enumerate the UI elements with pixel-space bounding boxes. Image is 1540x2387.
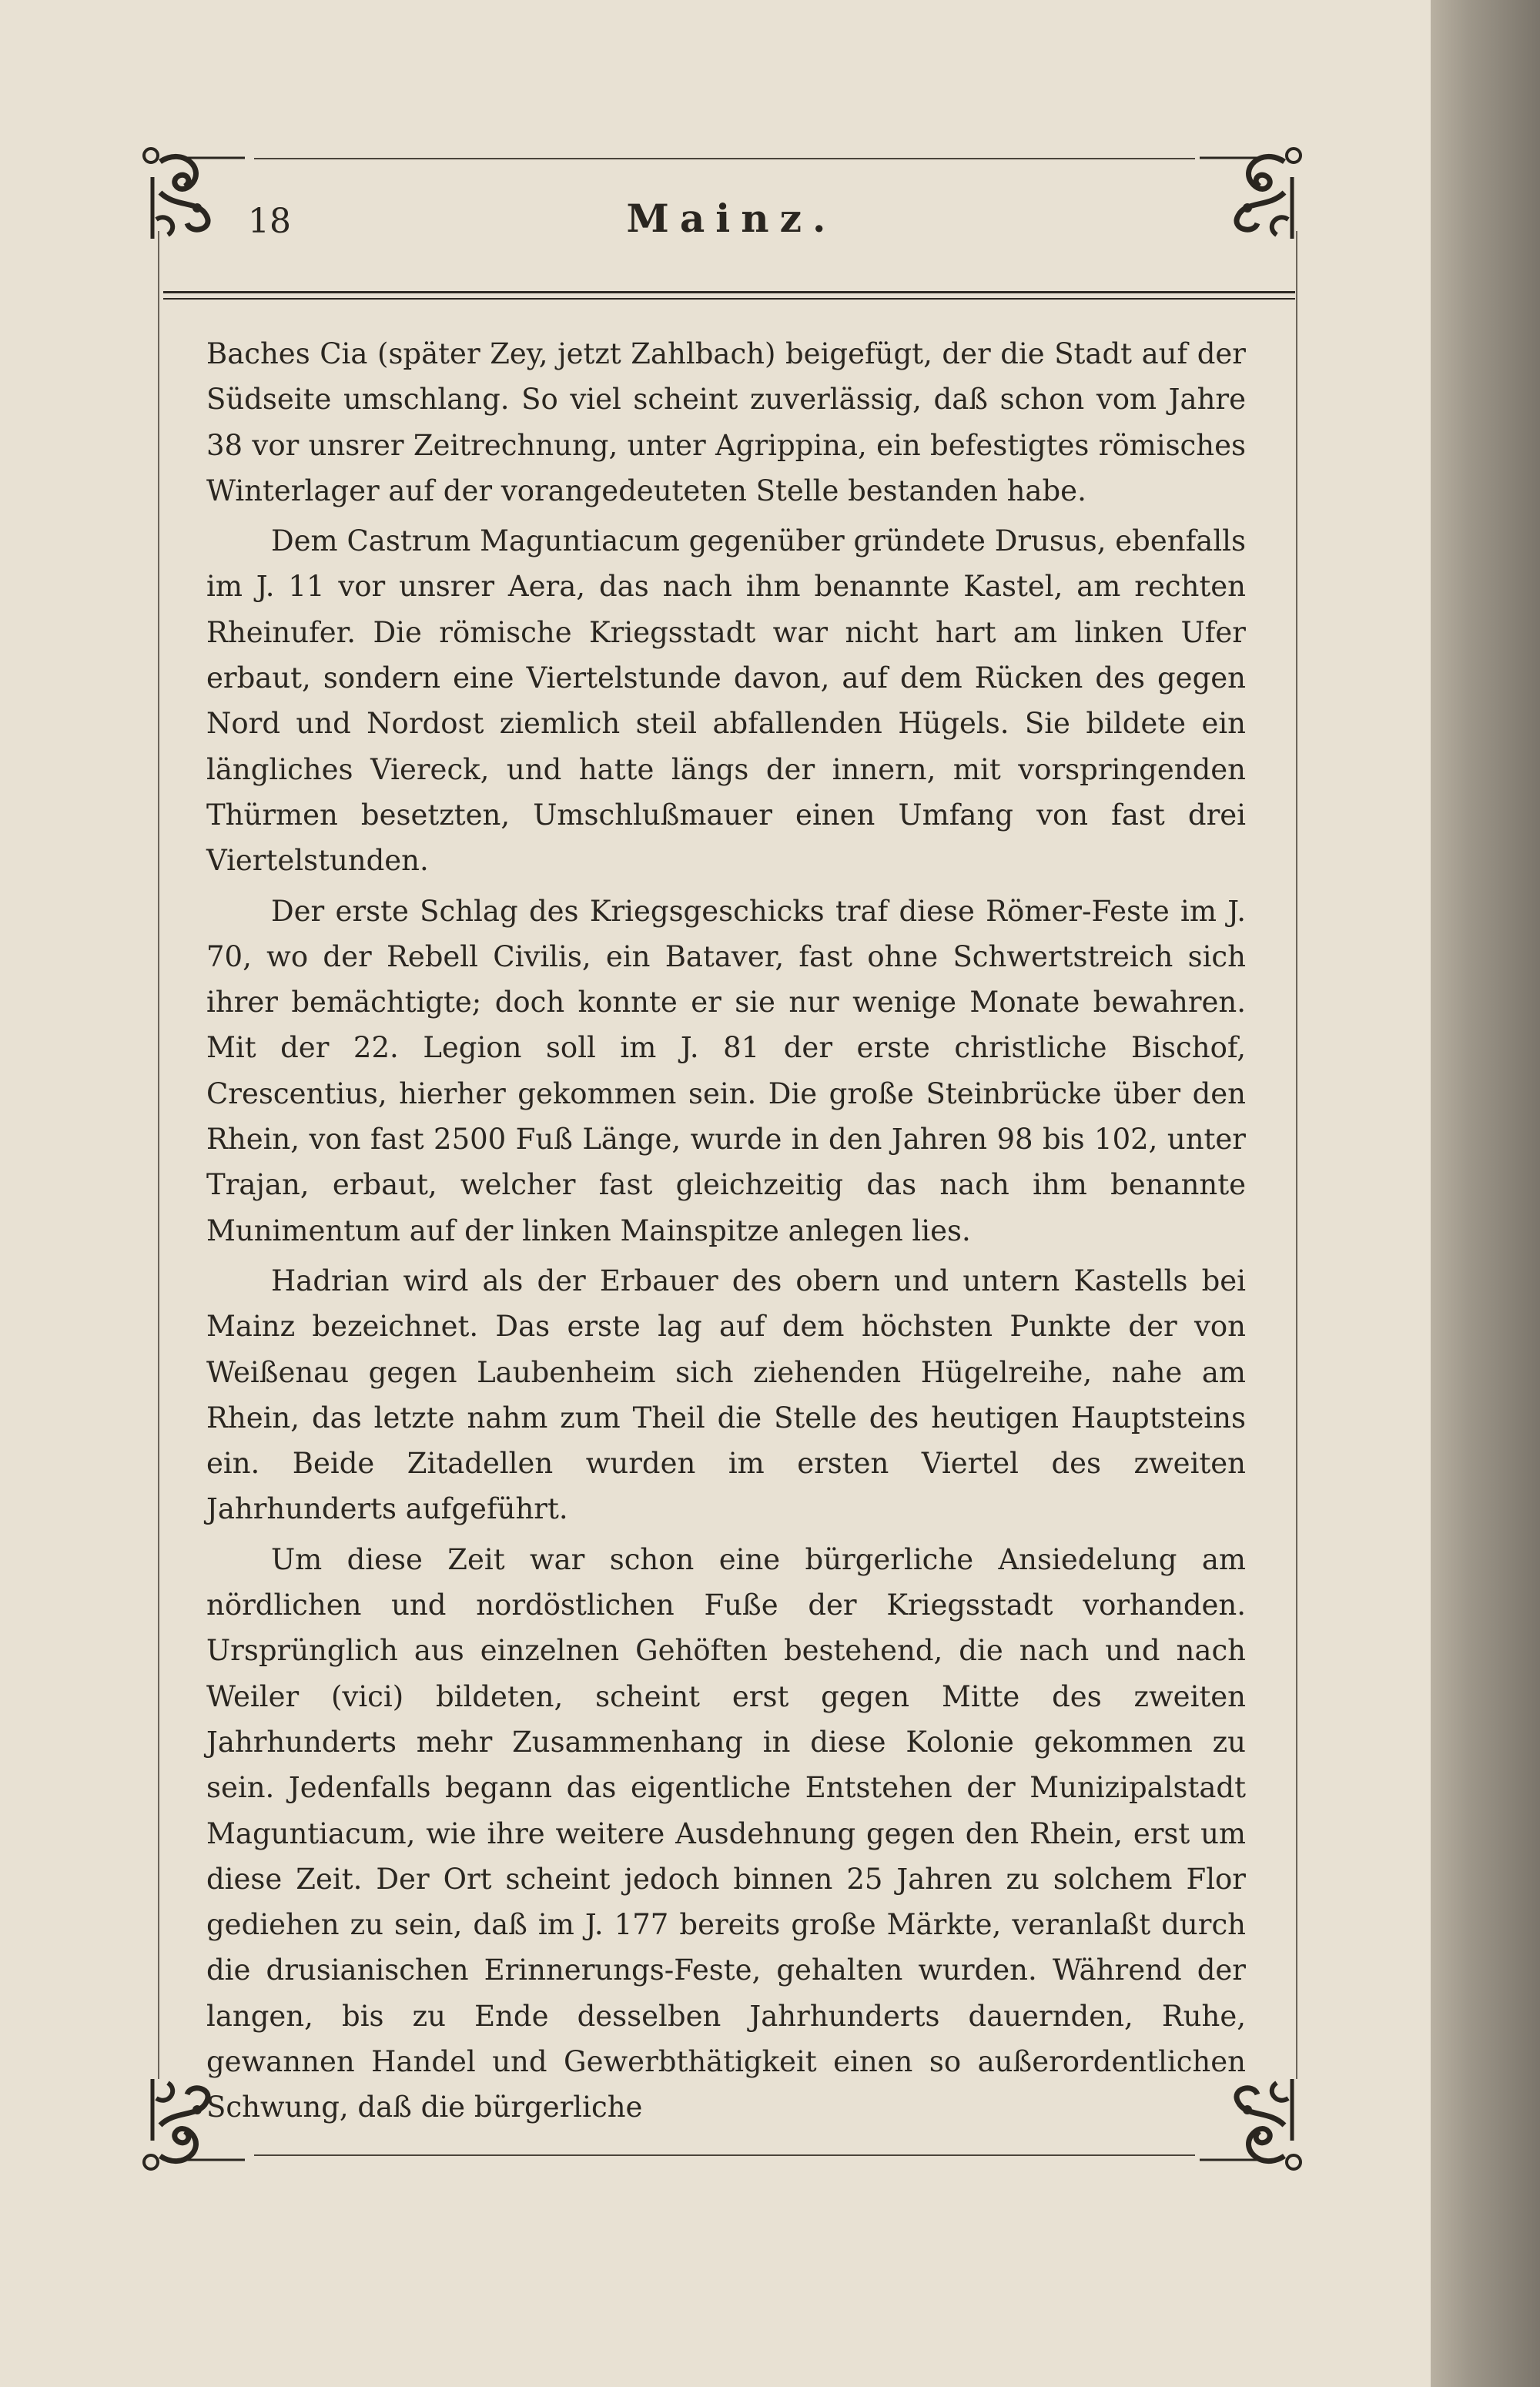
running-title: Mainz. (626, 196, 837, 241)
paragraph: Dem Castrum Maguntiacum gegenüber gründete Drusus, ebenfalls im J. 11 vor unsrer Aera, das nach ihm benannte Kastel, am rechten Rheinufer. Die römische Kriegsstadt war nicht hart am linken Ufer erbaut, sondern eine Viertelstunde davon, auf dem Rücken des gegen Nord und Nordost ziemlich steil abfallenden Hügels. Sie bildete ein längliches Viereck, und hatte längs der innern, mit vorspringenden Thürmen besetzten, Umschlußmauer einen Umfang von fast drei Viertelstunden. (206, 524, 1246, 878)
paragraph: Um diese Zeit war schon eine bürgerliche Ansiedelung am nördlichen und nordöstlichen Fuße der Kriegsstadt vorhanden. Ursprünglich aus einzelnen Gehöften bestehend, die nach und nach Weiler (vici) bildeten, scheint erst gegen Mitte des zweiten Jahrhunderts mehr Zusammenhang in diese Kolonie gekommen zu sein. Jedenfalls begann das eigentliche Entstehen der Munizipalstadt Maguntiacum, wie ihre weitere Ausdehnung gegen den Rhein, erst um diese Zeit. Der Ort scheint jedoch binnen 25 Jahren zu solchem Flor gediehen zu sein, daß im J. 177 bereits große Märkte, veranlaßt durch die drusianischen Erinnerungs-Feste, gehalten wurden. Während der langen, bis zu Ende desselben Jahrhunderts dauernden, Ruhe, gewannen Handel und Gewerbthätigkeit einen so außerordentlichen Schwung, daß die bürgerliche (206, 1542, 1246, 2124)
paragraph: Baches Cia (später Zey, jetzt Zahlbach) beigefügt, der die Stadt auf der Südseite umschlang. So viel scheint zuverlässig, daß schon vom Jahre 38 vor unsrer Zeitrechnung, unter Agrippina, ein befestigtes römisches Winterlager auf der vorangedeuteten Stelle bestanden habe. (206, 337, 1246, 507)
left-border-line (158, 231, 159, 2079)
page-edge (1431, 0, 1540, 2387)
paragraph: Hadrian wird als der Erbauer des obern und untern Kastells bei Mainz bezeichnet. Das erste lag auf dem höchsten Punkte der von Weißenau gegen Laubenheim sich ziehenden Hügelreihe, nahe am Rhein, das letzte nahm zum Theil die Stelle des heutigen Hauptsteins ein. Beide Zitadellen wurden im ersten Viertel des zweiten Jahrhunderts aufgeführt. (206, 1264, 1246, 1526)
corner-ornament-icon (1192, 139, 1307, 246)
page-number: 18 (248, 202, 291, 241)
top-border-rule (254, 158, 1195, 159)
corner-ornament-icon (137, 139, 253, 246)
paragraph: Der erste Schlag des Kriegsgeschicks traf diese Römer-Feste im J. 70, wo der Rebell Civilis, ein Bataver, fast ohne Schwertstreich sich ihrer bemächtigte; doch konnte er sie nur wenige Monate bewahren. Mit der 22. Legion soll im J. 81 der erste christliche Bischof, Crescentius, hierher gekommen sein. Die große Steinbrücke über den Rhein, von fast 2500 Fuß Länge, wurde in den Jahren 98 bis 102, unter Trajan, erbaut, welcher fast gleichzeitig das nach ihm benannte Munimentum auf der linken Mainspitze anlegen lies. (206, 894, 1246, 1247)
header-rule (163, 291, 1295, 300)
bottom-border-rule (254, 2154, 1195, 2156)
body-text (206, 331, 1246, 2135)
right-border-line (1296, 231, 1297, 2079)
